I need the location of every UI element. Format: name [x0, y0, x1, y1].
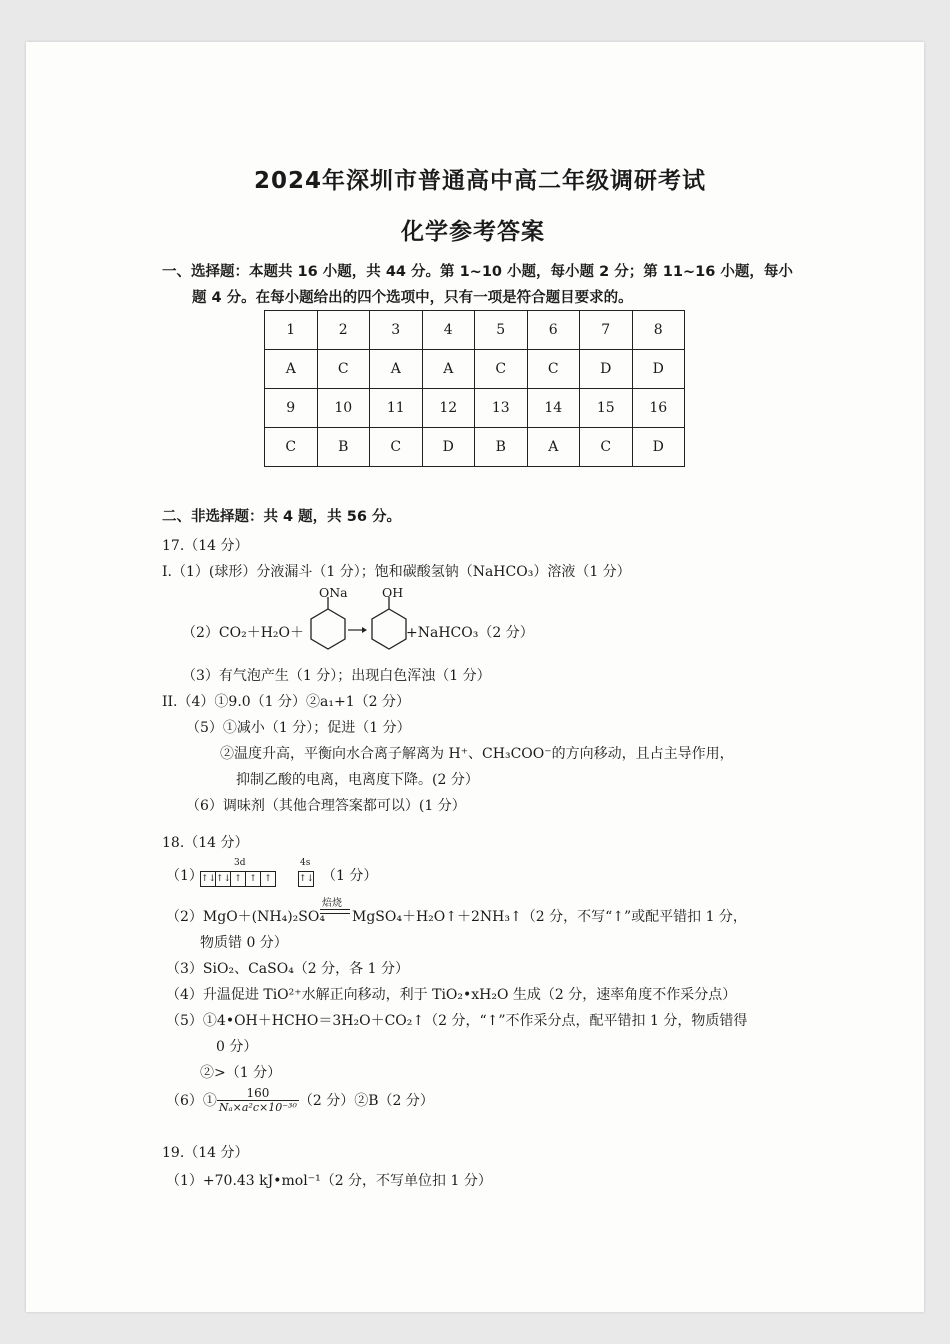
- table-cell: 1: [265, 311, 318, 350]
- table-cell: 2: [317, 311, 370, 350]
- table-cell: 9: [265, 389, 318, 428]
- q19-part1: （1）+70.43 kJ•mol⁻¹（2 分，不写单位扣 1 分）: [166, 1173, 492, 1189]
- table-cell: C: [475, 350, 528, 389]
- q17-part5: （5）①减小（1 分）；促进（1 分）: [186, 720, 411, 736]
- table-cell: C: [527, 350, 580, 389]
- table-cell: C: [317, 350, 370, 389]
- table-cell: 8: [632, 311, 685, 350]
- section1-line2: 题 4 分。在每小题给出的四个选项中，只有一项是符合题目要求的。: [192, 290, 633, 306]
- fraction-numerator: 160: [217, 1086, 299, 1101]
- table-cell: A: [370, 350, 423, 389]
- ona-label: ONa: [319, 585, 348, 600]
- q17-part3: （3）有气泡产生（1 分）；出现白色浑浊（1 分）: [182, 668, 491, 684]
- table-cell: B: [475, 428, 528, 467]
- page-title: 2024年深圳市普通高中高二年级调研考试: [254, 168, 707, 194]
- q19-header: 19.（14 分）: [162, 1145, 249, 1161]
- q18-part3: （3）SiO₂、CaSO₄（2 分，各 1 分）: [166, 961, 409, 977]
- q18-part4: （4）升温促进 TiO²⁺水解正向移动，利于 TiO₂•xH₂O 生成（2 分，速率角度不作采分点）: [166, 987, 737, 1003]
- orbital-box: ↑↓: [216, 871, 231, 887]
- orbital-diagram-3d: [200, 871, 276, 887]
- q17-part2-prefix: （2）CO₂＋H₂O＋: [182, 625, 305, 641]
- table-cell: D: [580, 350, 633, 389]
- table-cell: 7: [580, 311, 633, 350]
- table-cell: A: [265, 350, 318, 389]
- orbital-box-4s: ↑↓: [298, 871, 314, 887]
- q18-part2-a: （2）MgO＋(NH₄)₂SO₄: [166, 909, 325, 925]
- orbital-box: ↑: [231, 871, 246, 887]
- q18-part5c: ②>（1 分）: [200, 1065, 282, 1081]
- orbital-box: ↑: [246, 871, 261, 887]
- q18-part1-suffix: （1 分）: [322, 868, 378, 884]
- fraction-denominator: Nₐ×a²c×10⁻³⁰: [218, 1101, 297, 1114]
- table-cell: 3: [370, 311, 423, 350]
- q18-part5: （5）①4•OH＋HCHO＝3H₂O＋CO₂↑（2 分，“↑”不作采分点，配平错扣 1 分，物质错得: [166, 1013, 748, 1029]
- orbital-box: ↑: [261, 871, 276, 887]
- table-cell: 4: [422, 311, 475, 350]
- table-cell: C: [370, 428, 423, 467]
- table-cell: 16: [632, 389, 685, 428]
- phenoxide-to-phenol-diagram: [302, 597, 412, 659]
- table-cell: B: [317, 428, 370, 467]
- q18-part6-prefix: （6）①: [166, 1093, 217, 1109]
- table-cell: A: [422, 350, 475, 389]
- q17-header: 17.（14 分）: [162, 538, 249, 554]
- q17-part5c: 抑制乙酸的电离，电离度下降。(2 分）: [236, 772, 479, 788]
- table-cell: 6: [527, 311, 580, 350]
- answer-sheet-page: [26, 42, 924, 1312]
- q18-part5b: 0 分）: [216, 1039, 258, 1055]
- table-cell: 10: [317, 389, 370, 428]
- reaction-condition: 焙烧: [322, 898, 342, 909]
- table-cell: D: [632, 350, 685, 389]
- q18-part6: [166, 1086, 434, 1114]
- table-cell: 11: [370, 389, 423, 428]
- answer-table: [264, 310, 685, 467]
- table-row: [265, 350, 685, 389]
- orbital-box: ↑↓: [200, 871, 216, 887]
- density-fraction: [217, 1086, 299, 1114]
- orbital-3d-label: 3d: [234, 858, 246, 868]
- q18-part2-b: MgSO₄＋H₂O↑＋2NH₃↑（2 分，不写“↑”或配平错扣 1 分，: [352, 909, 747, 925]
- q18-part2-c: 物质错 0 分）: [200, 935, 288, 951]
- table-row: [265, 389, 685, 428]
- table-cell: A: [527, 428, 580, 467]
- q18-part6-suffix: （2 分）②B（2 分）: [298, 1093, 434, 1109]
- table-cell: 12: [422, 389, 475, 428]
- table-cell: C: [580, 428, 633, 467]
- q17-part5b: ②温度升高，平衡向水合离子解离为 H⁺、CH₃COO⁻的方向移动，且占主导作用，: [220, 746, 734, 762]
- table-cell: 14: [527, 389, 580, 428]
- table-cell: D: [422, 428, 475, 467]
- q17-part4: II.（4）①9.0（1 分）②a₁+1（2 分）: [162, 694, 410, 710]
- q18-part1-prefix: （1）: [166, 868, 203, 884]
- reaction-equals-sign: [320, 909, 350, 914]
- oh-label: OH: [382, 585, 404, 600]
- q18-header: 18.（14 分）: [162, 835, 249, 851]
- section2-heading: 二、非选择题：共 4 题，共 56 分。: [162, 509, 401, 525]
- q17-part6: （6）调味剂（其他合理答案都可以）(1 分）: [186, 798, 466, 814]
- table-cell: C: [265, 428, 318, 467]
- table-row: [265, 428, 685, 467]
- section1-line1: 一、选择题：本题共 16 小题，共 44 分。第 1~10 小题，每小题 2 分；第 11~16 小题，每小: [162, 264, 793, 280]
- table-cell: 5: [475, 311, 528, 350]
- table-cell: 15: [580, 389, 633, 428]
- table-cell: D: [632, 428, 685, 467]
- orbital-4s-label: 4s: [300, 858, 311, 868]
- q17-part2-suffix: +NaHCO₃（2 分）: [406, 625, 534, 641]
- table-row: [265, 311, 685, 350]
- table-cell: 13: [475, 389, 528, 428]
- q17-part1: I.（1）(球形）分液漏斗（1 分）；饱和碳酸氢钠（NaHCO₃）溶液（1 分）: [162, 564, 631, 580]
- page-subtitle: 化学参考答案: [401, 219, 545, 245]
